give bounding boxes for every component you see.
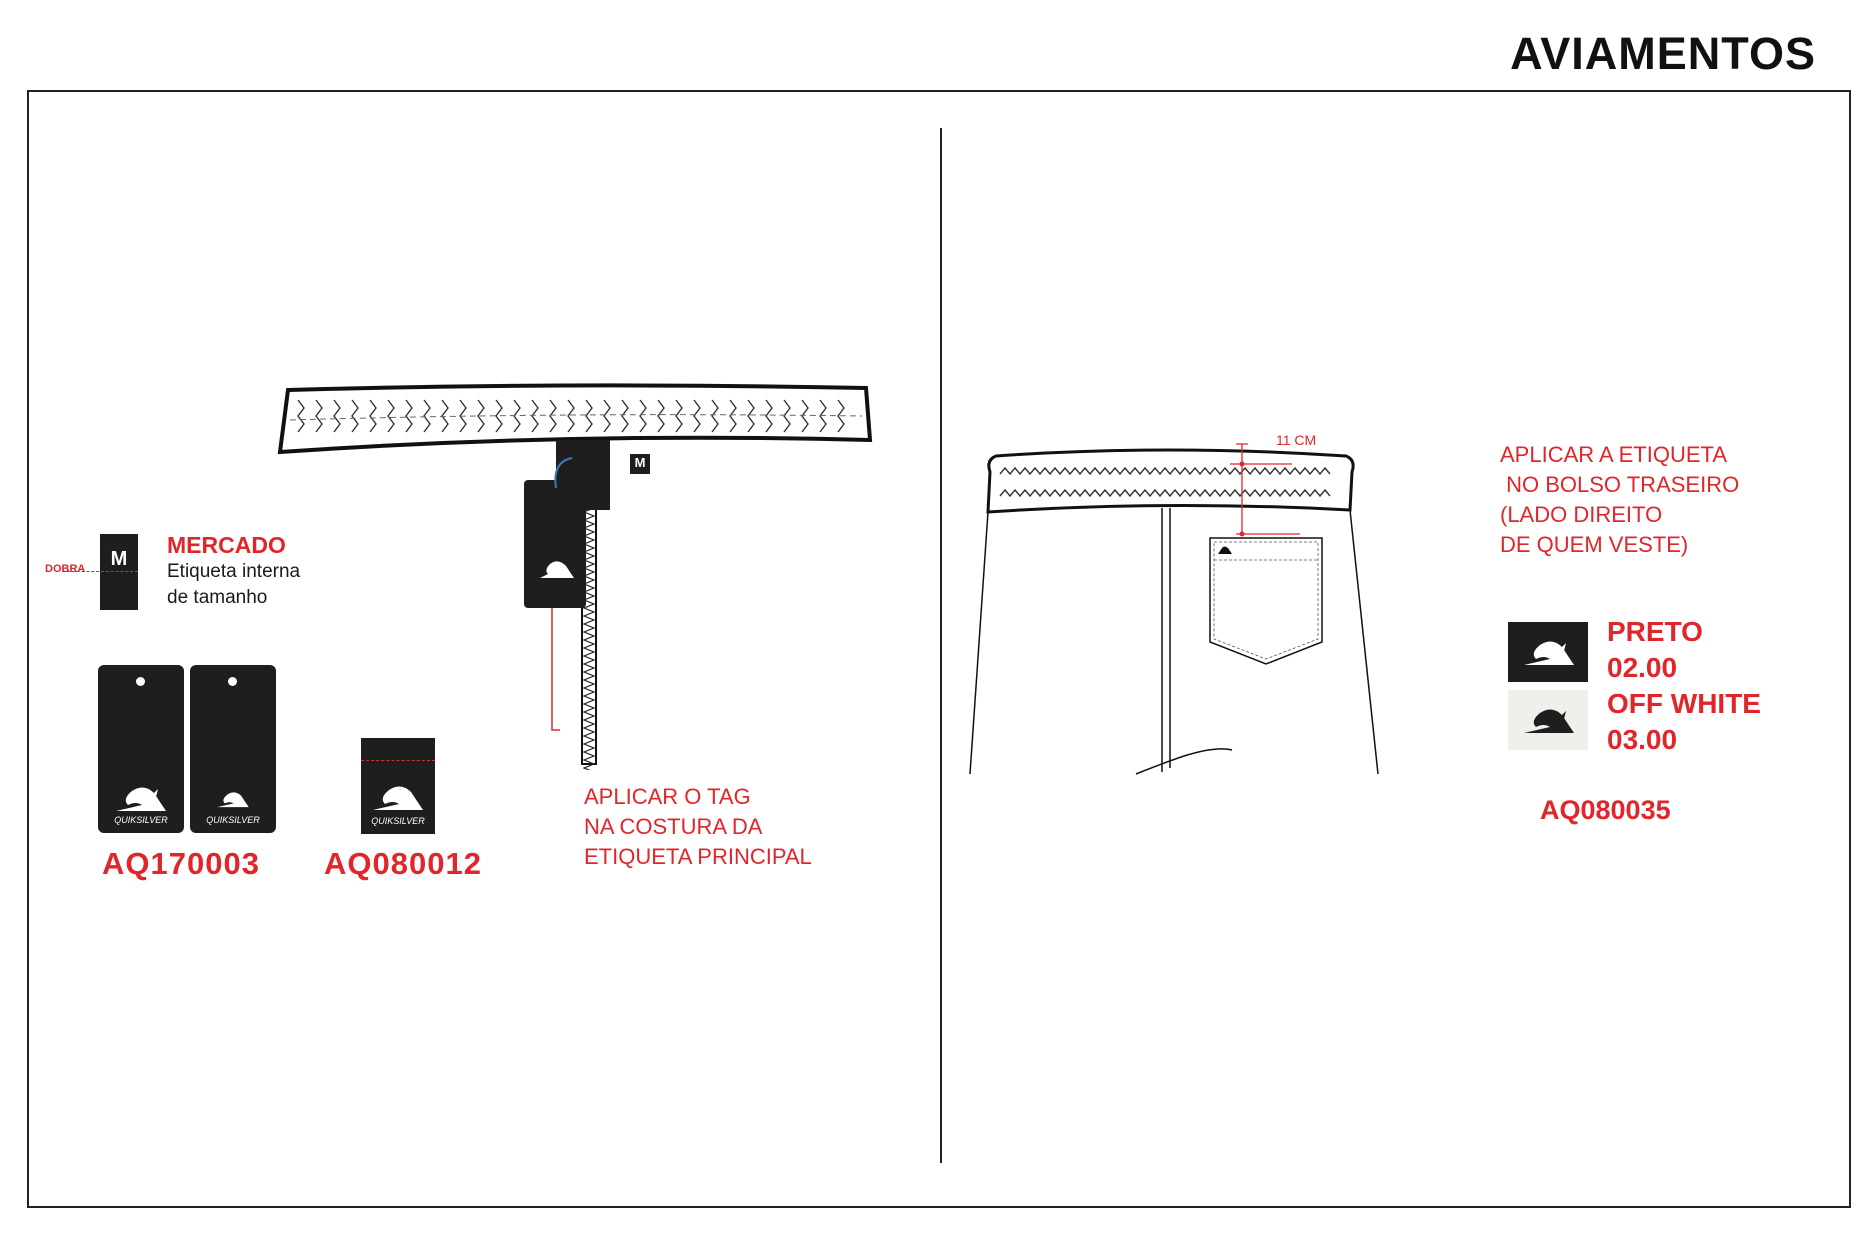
quiksilver-logo-icon <box>1522 636 1576 668</box>
tag-placement-note: APLICAR O TAG NA COSTURA DA ETIQUETA PRINCIPAL <box>584 784 812 869</box>
panel-divider <box>940 128 942 1163</box>
pocket-label-code: AQ080035 <box>1540 795 1671 825</box>
fold-label: DOBRA <box>45 563 86 575</box>
hang-tag-back <box>190 665 276 833</box>
color-code-preto: 02.00 <box>1607 652 1678 683</box>
woven-brand: QUIKSILVER <box>371 816 425 826</box>
waistband-illustration <box>270 378 890 770</box>
size-label-desc-line2: de tamanho <box>167 587 268 608</box>
color-code-off-white: 03.00 <box>1607 724 1678 755</box>
tag-hole <box>136 677 145 686</box>
color-name-off-white: OFF WHITE <box>1607 688 1761 719</box>
measurement-label: 11 CM <box>1276 432 1317 448</box>
quiksilver-logo-icon <box>371 782 425 812</box>
shorts-back-illustration <box>966 430 1386 780</box>
tag-hole <box>228 677 237 686</box>
size-label-letter: M <box>110 548 128 570</box>
waistband-size-letter: M <box>634 455 646 470</box>
size-label <box>100 534 138 610</box>
tag-brand: QUIKSILVER <box>206 815 260 825</box>
swatch-preto <box>1508 622 1588 682</box>
quiksilver-logo-icon <box>114 783 168 813</box>
woven-label-code: AQ080012 <box>324 846 482 881</box>
hang-tag-front <box>98 665 184 833</box>
pocket-placement-note: APLICAR A ETIQUETA NO BOLSO TRASEIRO (LADO DIREITO DE QUEM VESTE) <box>1500 442 1740 557</box>
quiksilver-logo-icon <box>1522 704 1576 736</box>
size-label-desc-line1: Etiqueta interna <box>167 561 301 582</box>
hang-tag-code: AQ170003 <box>102 846 260 881</box>
size-label-heading: MERCADO <box>167 532 286 558</box>
quiksilver-logo-icon <box>216 789 250 809</box>
tag-brand: QUIKSILVER <box>114 815 168 825</box>
color-name-preto: PRETO <box>1607 616 1703 647</box>
page-title: AVIAMENTOS <box>1510 28 1816 79</box>
swatch-off-white <box>1508 690 1588 750</box>
